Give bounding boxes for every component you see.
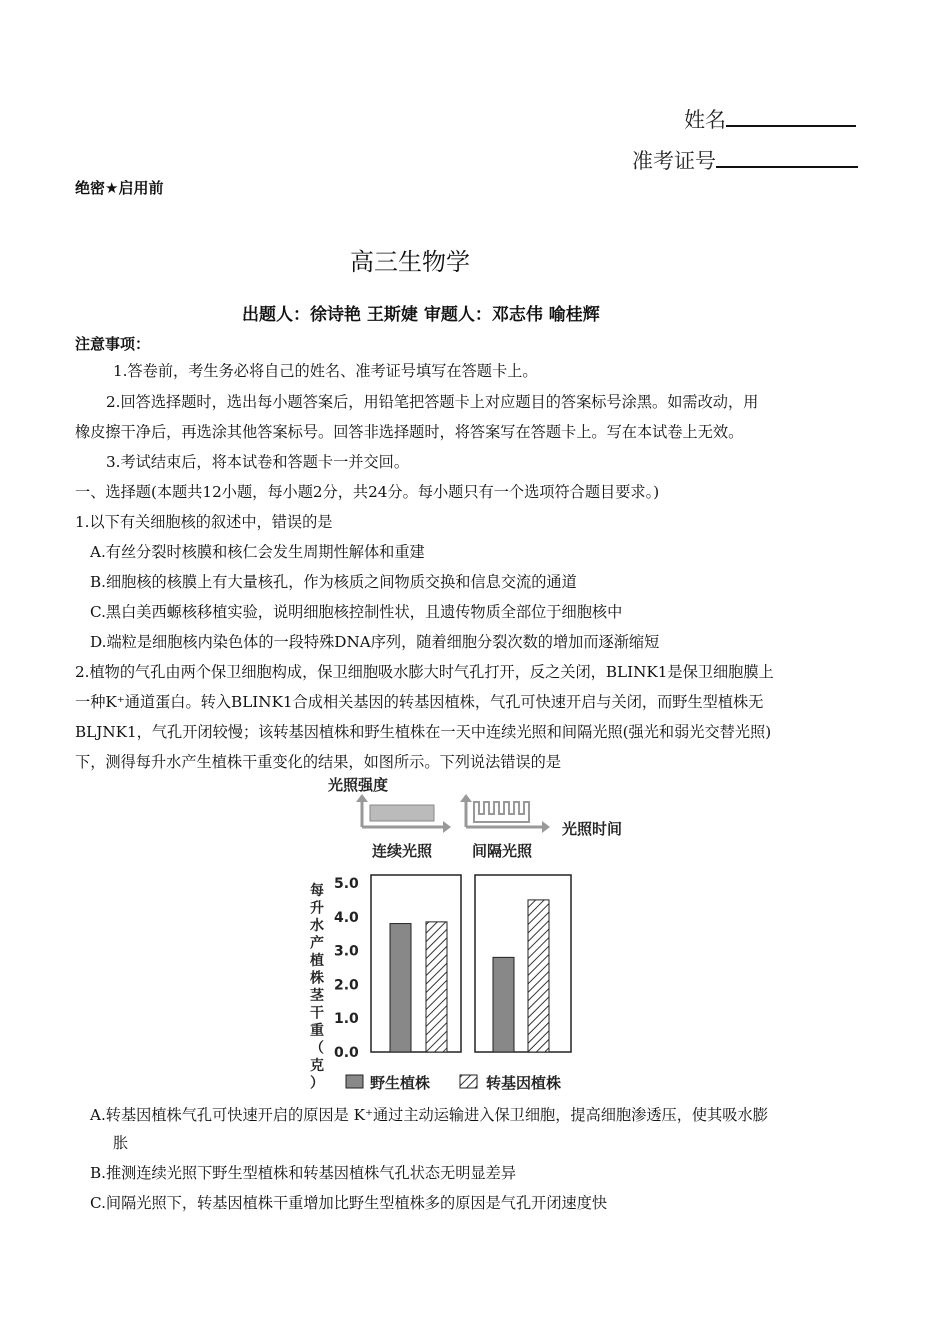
y-axis-title-char: 每 [310,883,324,899]
y-tick-label: 4.0 [334,909,359,926]
y-axis-title-char: 产 [310,935,324,952]
y-axis-title [309,882,325,1092]
y-axis-title-char: 重 [310,1023,324,1039]
option-b: B.细胞核的核膜上有大量核孔，作为核质之间物质交换和信息交流的通道 [90,573,577,591]
option-a: A.转基因植株气孔可快速开启的原因是 K⁺通过主动运输进入保卫细胞，提高细胞渗透压，使其吸水膨 [90,1106,768,1124]
option-a: A.有丝分裂时核膜和核仁会发生周期性解体和重建 [90,543,425,561]
option-a-cont: 胀 [113,1134,129,1152]
bar-wild-0 [390,924,411,1052]
light-intensity-label: 光照强度 [328,776,389,794]
option-b: B.推测连续光照下野生型植株和转基因植株气孔状态无明显差异 [90,1164,517,1182]
name-blank [726,105,856,127]
authors-line: 出题人：徐诗艳 王斯婕 审题人：邓志伟 喻桂辉 [242,305,600,325]
bar-transgenic-0 [426,922,447,1052]
y-axis-title-char: 茎 [310,988,324,1004]
question-stem: 一种K⁺通道蛋白。转入BLINK1合成相关基因的转基因植株，气孔可快速开启与关闭，而野生型植株无 [75,693,764,711]
y-tick-label: 0.0 [334,1045,359,1061]
light-x-arrow-right [542,821,550,833]
secret-label: 绝密★启用前 [75,179,164,197]
notice-item: 2.回答选择题时，选出每小题答案后，用铅笔把答题卡上对应题目的答案标号涂黑。如需改动，用 [106,393,759,411]
question-stem: 2.植物的气孔由两个保卫细胞构成，保卫细胞吸水膨大时气孔打开，反之关闭，BLINK1是保卫细胞膜上 [75,663,774,681]
bars [390,900,549,1052]
legend-swatch-transgenic [460,1075,477,1088]
name-field[interactable] [684,104,856,134]
page-title: 高三生物学 [350,248,470,276]
option-c: C.间隔光照下，转基因植株干重增加比野生型植株多的原因是气孔开闭速度快 [90,1194,608,1212]
continuous-label: 连续光照 [372,842,433,860]
y-tick-label: 5.0 [334,876,359,892]
y-axis-title-char: 克 [310,1058,324,1074]
y-axis-ticks [334,876,359,1061]
y-tick-label: 2.0 [334,977,359,994]
question-stem: 下，测得每升水产生植株干重变化的结果，如图所示。下列说法错误的是 [75,753,561,771]
y-axis-title-char: 干 [310,1005,324,1022]
y-axis-title-char: 水 [310,918,324,934]
y-axis-title-char: （ [310,1040,324,1057]
y-tick-label: 3.0 [334,943,359,960]
continuous-light-block [370,805,434,821]
option-d: D.端粒是细胞核内染色体的一段特殊DNA序列，随着细胞分裂次数的增加而逐渐缩短 [90,633,660,651]
intermittent-label: 间隔光照 [472,842,533,860]
exam-id-blank [716,146,858,168]
light-y-arrow-right [460,794,472,802]
notice-heading: 注意事项： [75,335,151,353]
legend-label-wild: 野生植株 [370,1074,431,1092]
exam-id-label: 准考证号 [632,149,716,173]
question-stem: 1.以下有关细胞核的叙述中，错误的是 [75,513,333,531]
y-axis-title-char: 升 [310,900,324,917]
bar-transgenic-1 [528,900,549,1052]
legend-label-transgenic: 转基因植株 [486,1074,562,1092]
option-c: C.黑白美西螈核移植实验，说明细胞核控制性状，且遗传物质全部位于细胞核中 [90,603,623,621]
name-label: 姓名 [684,108,726,132]
notice-item: 1.答卷前，考生务必将自己的姓名、准考证号填写在答题卡上。 [113,362,538,380]
light-y-arrow-left [356,794,368,802]
y-axis-title-char: 植 [310,953,324,969]
panel-intermittent [475,875,571,1052]
y-axis-title-char: 株 [310,970,324,987]
question-stem: BLJNK1，气孔开闭较慢；该转基因植株和野生植株在一天中连续光照和间隔光照(强光和弱光交替光照) [75,723,772,741]
intermittent-light-block [474,802,529,822]
light-time-label: 光照时间 [562,820,623,838]
y-tick-label: 1.0 [334,1011,359,1028]
bar-wild-1 [493,957,514,1052]
notice-item: 橡皮擦干净后，再选涂其他答案标号。回答非选择题时，将答案写在答题卡上。写在本试卷上无效。 [75,423,744,441]
y-axis-title-char: ） [310,1075,324,1092]
legend-swatch-wild [346,1075,363,1088]
section-heading: 一、选择题(本题共12小题，每小题2分，共24分。每小题只有一个选项符合题目要求。) [75,483,660,501]
notice-item: 3.考试结束后，将本试卷和答题卡一并交回。 [106,453,410,471]
exam-id-field[interactable] [632,145,858,175]
light-x-arrow-left [443,821,451,833]
experiment-figure [300,770,650,1100]
